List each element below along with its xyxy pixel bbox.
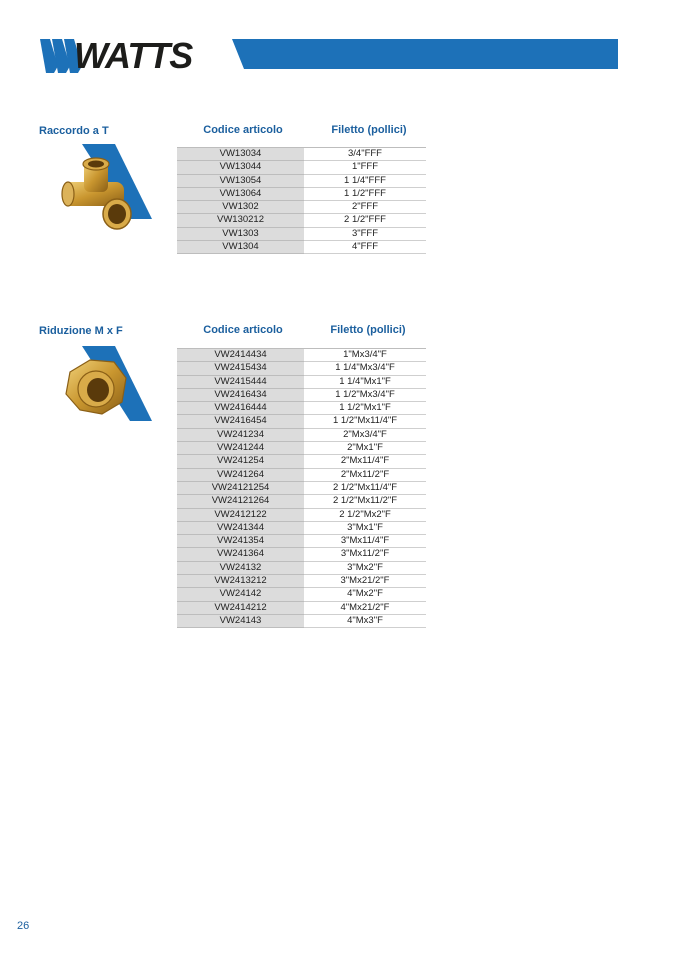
table-row <box>177 535 426 548</box>
thread-size-cell: 3"FFF <box>304 227 426 240</box>
thread-size-cell: 1"FFF <box>304 161 426 174</box>
article-code-cell: VW241344 <box>177 521 304 534</box>
thread-size-cell: 2"Mx1"F <box>304 442 426 455</box>
article-code-cell: VW241364 <box>177 548 304 561</box>
thread-size-cell: 4"Mx3"F <box>304 614 426 627</box>
table-row <box>177 481 426 494</box>
table-row <box>177 561 426 574</box>
article-code-cell: VW1303 <box>177 227 304 240</box>
table-row <box>177 495 426 508</box>
column-header-thread: Filetto (pollici) <box>330 324 406 336</box>
table-row <box>177 375 426 388</box>
thread-size-cell: 3"Mx2"F <box>304 561 426 574</box>
article-code-cell: VW13054 <box>177 174 304 187</box>
table-row <box>177 148 426 161</box>
thread-size-cell: 1 1/2"FFF <box>304 187 426 200</box>
section-title-raccordo: Raccordo a T <box>39 125 109 137</box>
article-code-cell: VW2413212 <box>177 575 304 588</box>
article-code-cell: VW130212 <box>177 214 304 227</box>
table-row <box>177 227 426 240</box>
article-code-cell: VW2416454 <box>177 415 304 428</box>
table-row <box>177 468 426 481</box>
table-row <box>177 214 426 227</box>
article-code-cell: VW241244 <box>177 442 304 455</box>
table-row <box>177 601 426 614</box>
article-code-cell: VW13034 <box>177 148 304 161</box>
table-row <box>177 362 426 375</box>
table-row <box>177 428 426 441</box>
article-code-cell: VW241234 <box>177 428 304 441</box>
thread-size-cell: 1 1/2"Mx1"F <box>304 402 426 415</box>
table-row <box>177 174 426 187</box>
thread-size-cell: 1 1/4"Mx1"F <box>304 375 426 388</box>
brass-reducer-bushing-icon <box>58 346 155 436</box>
thread-size-cell: 1"Mx3/4"F <box>304 349 426 362</box>
section-title-riduzione: Riduzione M x F <box>39 325 123 337</box>
column-header-code: Codice articolo <box>203 324 283 336</box>
article-code-cell: VW2415444 <box>177 375 304 388</box>
article-code-cell: VW24143 <box>177 614 304 627</box>
header-accent-bar <box>232 39 618 69</box>
article-code-cell: VW2416434 <box>177 388 304 401</box>
brass-tee-fitting-icon <box>60 144 155 234</box>
table-row <box>177 388 426 401</box>
column-header-thread: Filetto (pollici) <box>331 124 407 136</box>
raccordo-table <box>177 147 426 254</box>
table-row <box>177 521 426 534</box>
thread-size-cell: 2"FFF <box>304 201 426 214</box>
thread-size-cell: 4"FFF <box>304 241 426 254</box>
thread-size-cell: 1 1/2"Mx3/4"F <box>304 388 426 401</box>
article-code-cell: VW2415434 <box>177 362 304 375</box>
thread-size-cell: 3"Mx1"F <box>304 521 426 534</box>
article-code-cell: VW241254 <box>177 455 304 468</box>
thread-size-cell: 4"Mx21/2"F <box>304 601 426 614</box>
table-row <box>177 588 426 601</box>
thread-size-cell: 1 1/4"Mx3/4"F <box>304 362 426 375</box>
column-header-code: Codice articolo <box>203 124 283 136</box>
article-code-cell: VW1302 <box>177 201 304 214</box>
brand-wordmark: WATTS <box>74 35 193 76</box>
thread-size-cell: 3"Mx21/2"F <box>304 575 426 588</box>
table-row <box>177 575 426 588</box>
thread-size-cell: 2"Mx11/4"F <box>304 455 426 468</box>
thread-size-cell: 1 1/2"Mx11/4"F <box>304 415 426 428</box>
thread-size-cell: 2 1/2"Mx11/4"F <box>304 481 426 494</box>
table-row <box>177 614 426 627</box>
thread-size-cell: 2"Mx3/4"F <box>304 428 426 441</box>
article-code-cell: VW2412122 <box>177 508 304 521</box>
table-row <box>177 455 426 468</box>
thread-size-cell: 1 1/4"FFF <box>304 174 426 187</box>
table-row <box>177 415 426 428</box>
article-code-cell: VW241354 <box>177 535 304 548</box>
thread-size-cell: 2 1/2"FFF <box>304 214 426 227</box>
table-row <box>177 161 426 174</box>
table-row <box>177 508 426 521</box>
table-row <box>177 442 426 455</box>
thread-size-cell: 2 1/2"Mx2"F <box>304 508 426 521</box>
table-row <box>177 402 426 415</box>
thread-size-cell: 3"Mx11/4"F <box>304 535 426 548</box>
article-code-cell: VW13064 <box>177 187 304 200</box>
table-row <box>177 201 426 214</box>
article-code-cell: VW24142 <box>177 588 304 601</box>
table-row <box>177 548 426 561</box>
page-number: 26 <box>17 920 30 932</box>
table-row <box>177 241 426 254</box>
article-code-cell: VW2414434 <box>177 349 304 362</box>
article-code-cell: VW24121254 <box>177 481 304 494</box>
thread-size-cell: 2"Mx11/2"F <box>304 468 426 481</box>
article-code-cell: VW241264 <box>177 468 304 481</box>
article-code-cell: VW1304 <box>177 241 304 254</box>
article-code-cell: VW2416444 <box>177 402 304 415</box>
thread-size-cell: 2 1/2"Mx11/2"F <box>304 495 426 508</box>
article-code-cell: VW2414212 <box>177 601 304 614</box>
thread-size-cell: 3/4"FFF <box>304 148 426 161</box>
table-row <box>177 349 426 362</box>
watts-logo <box>36 36 256 76</box>
article-code-cell: VW24121264 <box>177 495 304 508</box>
article-code-cell: VW13044 <box>177 161 304 174</box>
thread-size-cell: 4"Mx2"F <box>304 588 426 601</box>
thread-size-cell: 3"Mx11/2"F <box>304 548 426 561</box>
riduzione-table <box>177 348 426 628</box>
table-row <box>177 187 426 200</box>
article-code-cell: VW24132 <box>177 561 304 574</box>
